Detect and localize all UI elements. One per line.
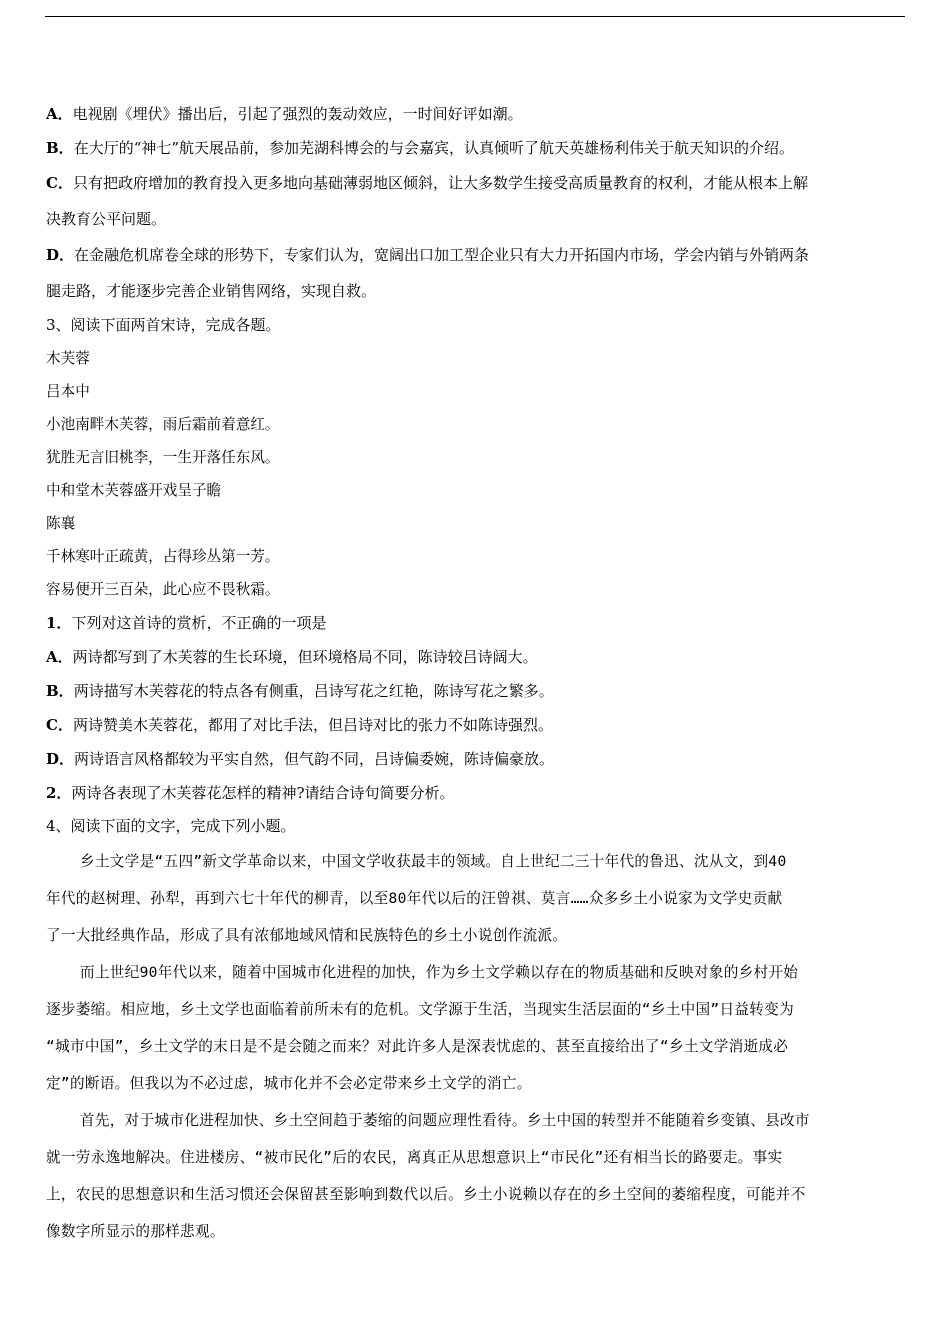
poem1-line: 犹胜无言旧桃李，一生开落任东风。 [46, 449, 280, 466]
q2-option-d [46, 237, 904, 273]
q3-sub2 [46, 776, 904, 810]
q2-option-c [46, 165, 904, 201]
reading-passage [46, 843, 904, 1250]
option-text: 腿走路，才能逐步完善企业销售网络，实现自救。 [46, 282, 377, 300]
option-letter: C． [46, 174, 73, 192]
q3-option-a [46, 640, 904, 674]
option-letter: D． [46, 750, 75, 768]
passage-line: 逐步萎缩。相应地，乡土文学也面临着前所未有的危机。文学源于生活，当现实生活层面的“乡土中国”日益转变为 [46, 1001, 794, 1018]
poems [46, 342, 904, 606]
poem2-line: 千林寒叶正疏黄，占得珍丛第一芳。 [46, 548, 280, 565]
q4-heading: 4、阅读下面的文字，完成下列小题。 [46, 817, 296, 835]
option-letter: B． [46, 139, 74, 157]
poem2-title: 中和堂木芙蓉盛开戏呈子瞻 [46, 482, 222, 499]
passage-line: 定”的断语。但我以为不必过虑，城市化并不会必定带来乡土文学的消亡。 [46, 1075, 532, 1092]
poem2-author: 陈襄 [46, 515, 76, 532]
option-text: 电视剧《埋伏》播出后，引起了强烈的轰动效应，一时间好评如潮。 [72, 105, 523, 123]
q2-option-c-cont [46, 201, 904, 237]
q2-option-b [46, 131, 904, 165]
option-text: 只有把政府增加的教育投入更多地向基础薄弱地区倾斜，让大多数学生接受高质量教育的权利，才能从根本上解 [72, 174, 808, 192]
option-text: 两诗赞美木芙蓉花，都用了对比手法，但吕诗对比的张力不如陈诗强烈。 [72, 716, 553, 734]
sub-text: 两诗各表现了木芙蓉花怎样的精神?请结合诗句简要分析。 [71, 784, 455, 802]
passage-line: 年代的赵树理、孙犁，再到六七十年代的柳青，以至80年代以后的汪曾祺、莫言……众多乡土小说家为文学史贡献 [46, 890, 783, 907]
option-letter: C． [46, 716, 73, 734]
option-text: 决教育公平问题。 [46, 210, 167, 228]
passage-line: “城市中国”，乡土文学的末日是不是会随之而来？对此许多人是深表忧虑的、甚至直接给出了“乡土文学消逝成必 [46, 1038, 789, 1055]
passage-line: 首先，对于城市化进程加快、乡土空间趋于萎缩的问题应理性看待。乡土中国的转型并不能随着乡变镇、县改市 [80, 1112, 810, 1129]
sub-number: 1． [46, 614, 72, 632]
option-text: 两诗都写到了木芙蓉的生长环境，但环境格局不同，陈诗较吕诗阔大。 [72, 648, 538, 666]
poem1-author: 吕本中 [46, 383, 90, 400]
passage-line: 上，农民的思想意识和生活习惯还会保留甚至影响到数代以后。乡土小说赖以存在的乡土空间的萎缩程度，可能并不 [46, 1186, 806, 1203]
q3-option-d [46, 742, 904, 776]
q3-heading: 3、阅读下面两首宋诗，完成各题。 [46, 316, 281, 334]
passage-line: 乡土文学是“五四”新文学革命以来，中国文学收获最丰的领域。自上世纪二三十年代的鲁迅、沈从文，到40 [80, 853, 787, 870]
q3-option-c [46, 708, 904, 742]
passage-line: 像数字所显示的那样悲观。 [46, 1223, 225, 1240]
option-text: 在大厅的“神七”航天展品前，参加芜湖科博会的与会嘉宾，认真倾听了航天英雄杨利伟关于航天知识的介绍。 [73, 139, 795, 157]
sub-number: 2． [46, 784, 72, 802]
option-letter: B． [46, 682, 74, 700]
poem1-title: 木芙蓉 [46, 350, 90, 367]
option-text: 两诗语言风格都较为平实自然，但气韵不同，吕诗偏委婉，陈诗偏豪放。 [74, 750, 555, 768]
q2-option-a [46, 97, 904, 131]
option-letter: A． [46, 648, 73, 666]
passage-line: 了一大批经典作品，形成了具有浓郁地域风情和民族特色的乡土小说创作流派。 [46, 927, 568, 944]
sub-text: 下列对这首诗的赏析，不正确的一项是 [71, 614, 327, 632]
option-letter: D． [46, 246, 75, 264]
option-text: 在金融危机席卷全球的形势下，专家们认为，宽阔出口加工型企业只有大力开拓国内市场，学会内销与外销两条 [74, 246, 810, 264]
q3-sub1 [46, 606, 904, 640]
passage-line: 就一劳永逸地解决。住进楼房、“被市民化”后的农民，离真正从思想意识上“市民化”还有相当长的路要走。事实 [46, 1149, 783, 1166]
poem1-line: 小池南畔木芙蓉，雨后霜前着意红。 [46, 416, 280, 433]
option-text: 两诗描写木芙蓉花的特点各有侧重，吕诗写花之红艳，陈诗写花之繁多。 [73, 682, 554, 700]
q3-option-b [46, 674, 904, 708]
option-letter: A． [46, 105, 73, 123]
q2-option-d-cont [46, 273, 904, 309]
passage-line: 而上世纪90年代以来，随着中国城市化进程的加快，作为乡土文学赖以存在的物质基础和反映对象的乡村开始 [80, 964, 799, 981]
header-rule [45, 16, 905, 17]
document-body [46, 97, 904, 1250]
poem2-line: 容易便开三百朵，此心应不畏秋霜。 [46, 581, 280, 598]
